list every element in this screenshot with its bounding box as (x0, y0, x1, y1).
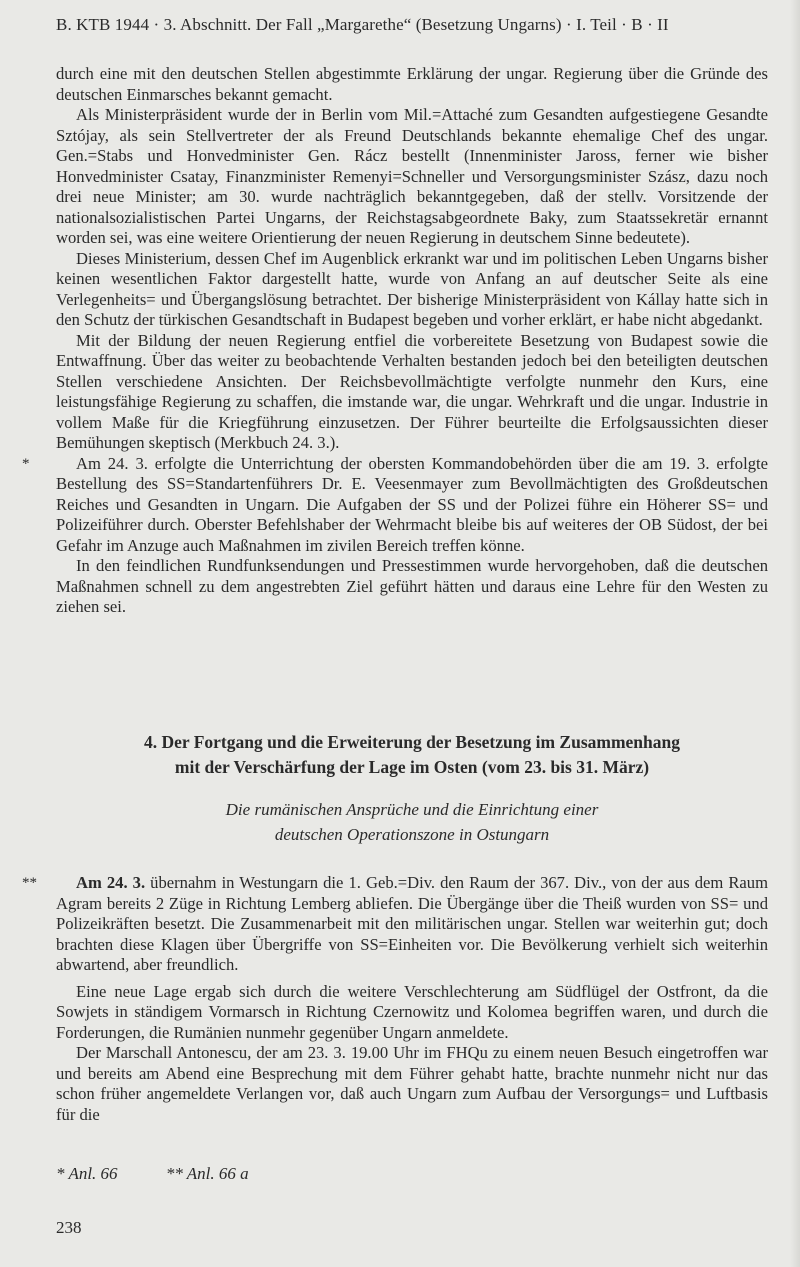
paragraph (56, 556, 768, 618)
heading-line-1: 4. Der Fortgang und die Erweiterung der Besetzung im Zusammenhang (143, 732, 681, 752)
page-number: 238 (56, 1218, 82, 1237)
paragraph (56, 982, 768, 1044)
paragraph (56, 105, 768, 249)
paragraph (56, 331, 768, 454)
section-heading (56, 730, 768, 780)
paragraph-text: In den feindlichen Rundfunksendungen und Pressestimmen wurde hervorgehoben, daß die deutschen Maßnahmen schnell zu dem angestrebten Ziel geführt hätten und daraus eine Lehre für den Westen zu ziehen sei. (56, 556, 768, 616)
paragraph-with-footnote (22, 873, 768, 976)
footnote: ** Anl. 66 a (165, 1164, 249, 1183)
paragraph-text: durch eine mit den deutschen Stellen abgestimmte Erklärung der ungar. Regierung über die Gründe des deutschen Einmarsches bekannt gemacht. (56, 64, 768, 104)
heading-line-2: mit der Verschärfung der Lage im Osten (vom 23. bis 31. März) (174, 757, 650, 777)
page-edge-shadow (790, 0, 800, 1267)
section-subheading (56, 797, 768, 847)
paragraph-with-footnote (22, 453, 768, 557)
paragraph-text: Eine neue Lage ergab sich durch die weitere Verschlechterung am Südflügel der Ostfront, da die Sowjets in ständigem Vormarsch in Richtung Czernowitz und Kolomea begriffen waren, und durch die Forderungen, die Rumänien nunmehr gegenüber Ungarn anmeldete. (56, 981, 768, 1042)
paragraph-text: Dieses Ministerium, dessen Chef im Augenblick erkrankt war und im politischen Leben Ungarns bisher keinen wesentlichen Faktor dargestellt hatte, wurde von Anfang an auf deutscher Seite als eine Verlegenheits= und Übergangslösung betrachtet. Der bisherige Ministerpräsident von Kállay hatte sich in den Schutz der türkischen Gesandtschaft in Budapest begeben und vorher erklärt, er habe nicht abgedankt. (56, 248, 768, 329)
footnote-marker: * (22, 455, 30, 472)
footnote: * Anl. 66 (56, 1164, 118, 1183)
footnote-marker: ** (22, 875, 37, 891)
paragraph-text: Als Ministerpräsident wurde der in Berlin vom Mil.=Attaché zum Gesandten aufgestiegene Gesandte Sztójay, als sein Stellvertreter der als Freund Deutschlands bekannte ehemalige Chef des ungar. Gen.=Stabs und Honvedminister Gen. Rácz bestellt (Innenminister Jaross, ferner wie bisher Honvedminister Csatay, Finanzminister Remenyi=Schneller und Versorgungsminister Szász, dazu noch drei neue Minister; am 30. wurde nachträglich bekanntgegeben, daß der stellv. Vorsitzende der nationalsozialistischen Partei Ungarns, der Reichstagsabgeordnete Baky, zum Staatssekretär ernannt worden sei, was eine weitere Orientierung der neuen Regierung in deutschem Sinne bedeutete). (56, 105, 768, 247)
paragraph (56, 249, 768, 331)
body-text-section-a (22, 64, 768, 618)
paragraph-text: Mit der Bildung der neuen Regierung entfiel die vorbereitete Besetzung von Budapest sowie die Entwaffnung. Über das weiter zu beobachtende Verhalten bestanden jedoch bei den beteiligten deutschen Stellen verschiedene Ansichten. Der Reichsbevollmächtigte verfolgte nunmehr den Kurs, eine leistungsfähige Regierung zu schaffen, die imstande war, die ungar. Wehrkraft und die ungar. Industrie in vollem Maße für die Kriegführung einzusetzen. Der Führer beurteilte die Erfolgsaussichten dieser Bemühungen skeptisch (Merkbuch 24. 3.). (56, 330, 768, 452)
running-head: B. KTB 1944 · 3. Abschnitt. Der Fall „Margarethe“ (Besetzung Ungarns) · I. Teil · B · II (56, 15, 669, 34)
paragraph-text: übernahm in Westungarn die 1. Geb.=Div. den Raum der 367. Div., von der aus dem Raum Agram bereits 2 Züge in Richtung Lemberg abliefen. Die Übergänge über die Theiß wurden von SS= und Polizeikräften besetzt. Die Zusammenarbeit mit den militärischen ungar. Stellen war weiterhin gut; doch brachten diese Klagen über Übergriffe von SS=Einheiten vor. Die Bevölkerung verhielt sich weiterhin abwartend, aber freundlich. (56, 873, 768, 974)
date-lead: Am 24. 3. (76, 873, 146, 892)
subheading-line-1: Die rumänischen Ansprüche und die Einrichtung einer (225, 800, 599, 819)
paragraph (56, 64, 768, 105)
body-text-section-b (22, 873, 768, 1125)
paragraph-text: Am 24. 3. erfolgte die Unterrichtung der obersten Kommandobehörden über die am 19. 3. erfolgte Bestellung des SS=Standartenführers Dr. E. Veesenmayer zum Bevollmächtigten des Großdeutschen Reiches und Gesandten in Ungarn. Die Aufgaben der SS und der Polizei führe ein Höherer SS= und Polizeiführer durch. Oberster Befehlshaber der Wehrmacht bleibe bis auf weiteres der OB Südost, der bei Gefahr im Anzuge auch Maßnahmen im zivilen Bereich treffen könne. (56, 453, 768, 555)
footnotes (56, 1164, 293, 1184)
paragraph (56, 1043, 768, 1125)
paragraph-text: Der Marschall Antonescu, der am 23. 3. 19.00 Uhr im FHQu zu einem neuen Besuch eingetroffen war und bereits am Abend eine Besprechung mit dem Führer gehabt hatte, brachte nunmehr nicht nur das schon früher angemeldete Verlangen vor, daß auch Ungarn zum Aufbau der Versorgungs= und Luftbasis für die (56, 1043, 768, 1124)
subheading-line-2: deutschen Operationszone in Ostungarn (274, 825, 550, 844)
